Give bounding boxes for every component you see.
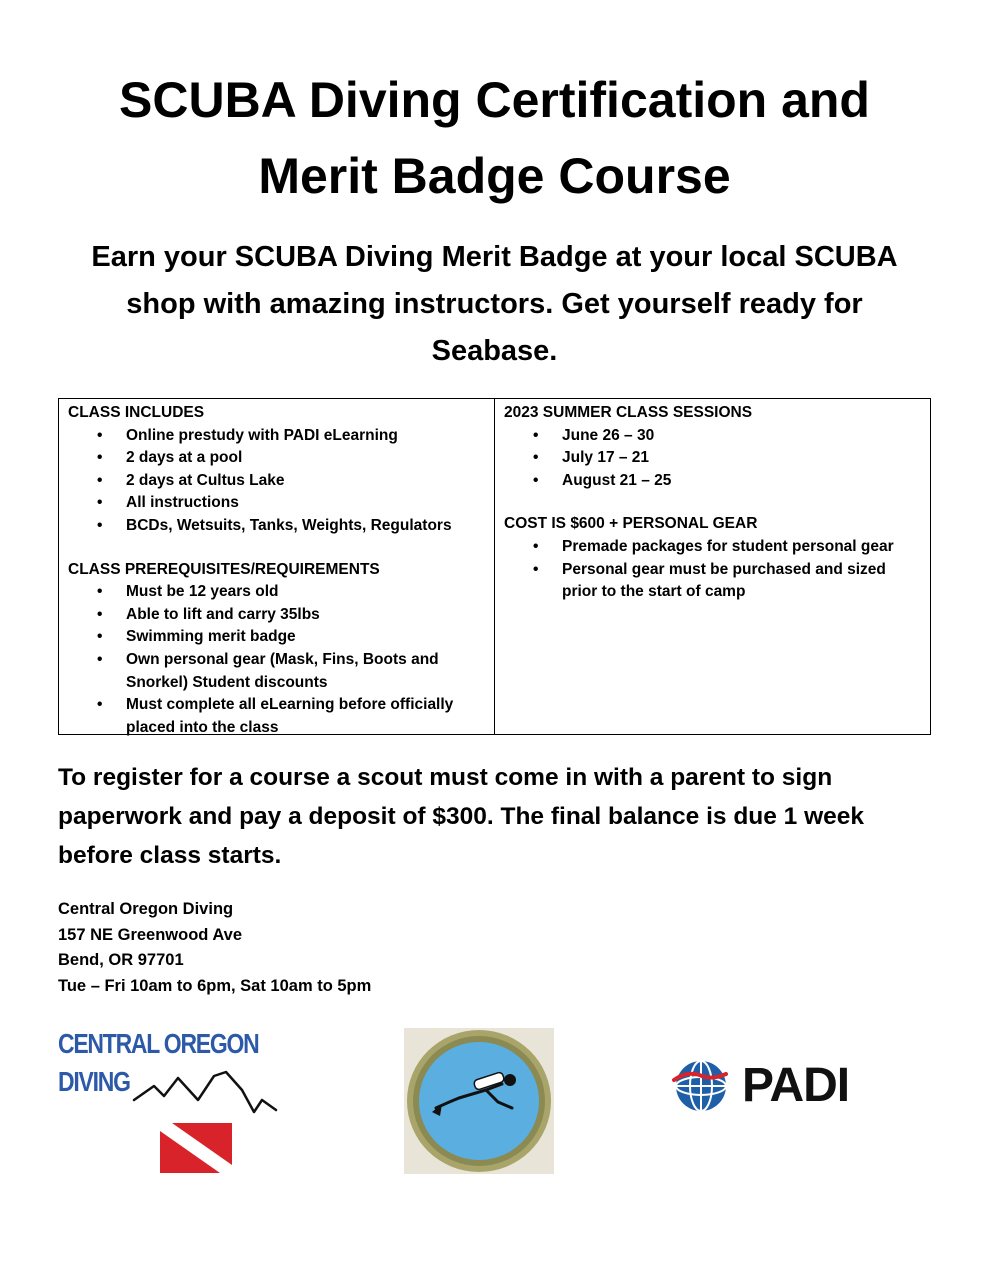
list-item: • Swimming merit badge bbox=[68, 626, 486, 649]
bullet-icon: • bbox=[97, 583, 103, 601]
bullet-icon: • bbox=[533, 449, 539, 467]
globe-icon bbox=[668, 1058, 738, 1114]
list-item: • BCDs, Wetsuits, Tanks, Weights, Regulators bbox=[68, 515, 486, 538]
bullet-icon: • bbox=[97, 516, 103, 534]
title-line-1: SCUBA Diving Certification and bbox=[119, 72, 870, 128]
list-item: • July 17 – 21 bbox=[504, 447, 922, 470]
padi-logo bbox=[668, 1058, 873, 1114]
central-oregon-diving-logo bbox=[56, 1028, 286, 1178]
shop-hours: Tue – Fri 10am to 6pm, Sat 10am to 5pm bbox=[58, 976, 372, 995]
bullet-icon: • bbox=[97, 696, 103, 714]
list-item: • August 21 – 25 bbox=[504, 470, 922, 493]
bullet-icon: • bbox=[97, 471, 103, 489]
padi-wordmark: PADI bbox=[742, 1059, 850, 1112]
bullet-icon: • bbox=[533, 426, 539, 444]
list-item: • Own personal gear (Mask, Fins, Boots and Snorkel) Student discounts bbox=[97, 650, 439, 691]
bullet-icon: • bbox=[533, 471, 539, 489]
shop-address bbox=[58, 897, 371, 999]
shop-name: Central Oregon Diving bbox=[58, 900, 234, 918]
list-item: • June 26 – 30 bbox=[504, 425, 922, 448]
page-title bbox=[0, 62, 989, 214]
bullet-icon: • bbox=[533, 560, 539, 578]
right-column bbox=[495, 399, 930, 734]
bullet-icon: • bbox=[97, 628, 103, 646]
bullet-icon: • bbox=[533, 537, 539, 555]
cost-heading: COST IS $600 + PERSONAL GEAR bbox=[504, 515, 758, 533]
list-item: • Premade packages for student personal gear bbox=[504, 536, 922, 559]
bullet-icon: • bbox=[97, 494, 103, 512]
shop-street: 157 NE Greenwood Ave bbox=[58, 925, 243, 944]
prereq-list bbox=[68, 581, 486, 739]
bullet-icon: • bbox=[97, 605, 103, 623]
title-line-2: Merit Badge Course bbox=[258, 148, 731, 204]
cost-list bbox=[504, 536, 922, 604]
left-column bbox=[59, 399, 495, 734]
info-table bbox=[58, 398, 931, 735]
sessions-heading: 2023 SUMMER CLASS SESSIONS bbox=[504, 404, 753, 421]
cod-logo-line-1: CENTRAL OREGON bbox=[58, 1028, 259, 1059]
prereq-heading: CLASS PREREQUISITES/REQUIREMENTS bbox=[68, 560, 380, 578]
bullet-icon: • bbox=[97, 449, 103, 467]
bullet-icon: • bbox=[97, 650, 103, 668]
list-item: • All instructions bbox=[68, 492, 486, 515]
list-item: • Must complete all eLearning before officially placed into the class bbox=[97, 696, 454, 736]
list-item: • Able to lift and carry 35lbs bbox=[68, 604, 486, 627]
mountains-icon bbox=[56, 1028, 286, 1178]
includes-list bbox=[68, 425, 486, 538]
scuba-merit-badge-icon bbox=[404, 1028, 554, 1174]
subtitle: Earn your SCUBA Diving Merit Badge at your local SCUBA shop with amazing instructors. Get yourself ready for Seabase. bbox=[91, 241, 898, 367]
list-item: • Online prestudy with PADI eLearning bbox=[68, 425, 486, 448]
list-item: • 2 days at Cultus Lake bbox=[68, 470, 486, 493]
sessions-list bbox=[504, 425, 922, 493]
cod-logo-line-2: DIVING bbox=[58, 1066, 130, 1097]
shop-city: Bend, OR 97701 bbox=[58, 951, 184, 969]
list-item: • 2 days at a pool bbox=[68, 447, 486, 470]
dive-flag-icon bbox=[160, 1123, 232, 1173]
registration-text: To register for a course a scout must come in with a parent to sign paperwork and pay a deposit of $300. The final balance is due 1 week before class starts. bbox=[58, 764, 865, 869]
list-item: • Personal gear must be purchased and sized prior to the start of camp bbox=[533, 560, 886, 601]
includes-heading: CLASS INCLUDES bbox=[68, 404, 205, 421]
list-item: • Must be 12 years old bbox=[68, 581, 486, 604]
bullet-icon: • bbox=[97, 426, 103, 444]
